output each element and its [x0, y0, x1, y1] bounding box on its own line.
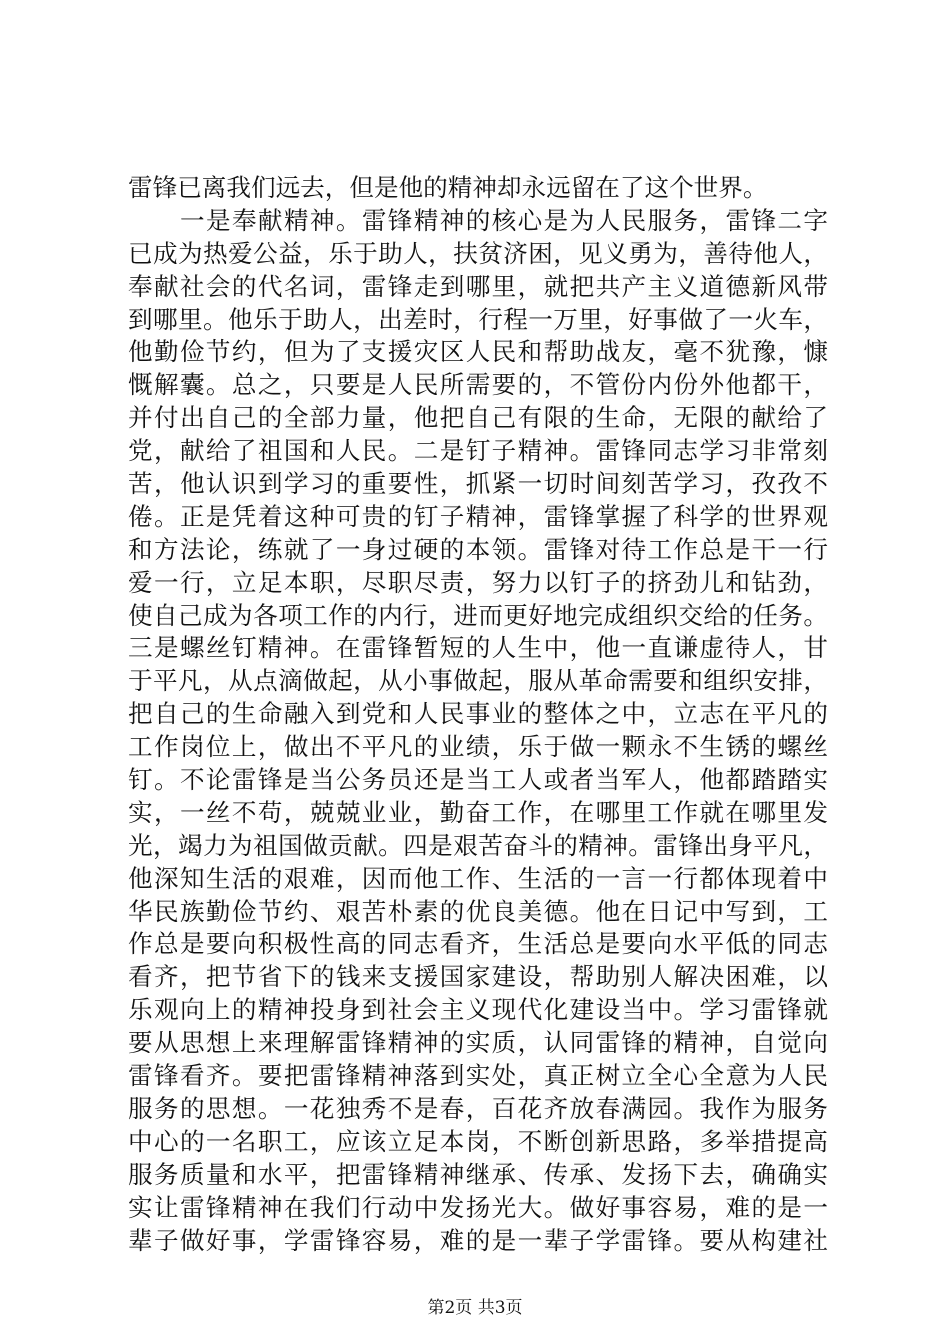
text-line: 辈子做好事，学雷锋容易，难的是一辈子学雷锋。要从构建社: [128, 1225, 828, 1255]
text-line: 倦。正是凭着这种可贵的钉子精神，雷锋掌握了科学的世界观: [128, 501, 828, 531]
text-line: 工作岗位上，做出不平凡的业绩，乐于做一颗永不生锈的螺丝: [128, 732, 828, 762]
text-line: 慨解囊。总之，只要是人民所需要的，不管份内份外他都干，: [128, 370, 828, 400]
text-line: 和方法论，练就了一身过硬的本领。雷锋对待工作总是干一行: [128, 534, 828, 564]
text-line: 爱一行，立足本职，尽职尽责，努力以钉子的挤劲儿和钻劲，: [128, 567, 828, 597]
text-line: 服务的思想。一花独秀不是春，百花齐放春满园。我作为服务: [128, 1093, 828, 1123]
text-line: 乐观向上的精神投身到社会主义现代化建设当中。学习雷锋就: [128, 995, 828, 1025]
paragraph-first-line: 一是奉献精神。雷锋精神的核心是为人民服务，雷锋二字: [180, 205, 828, 235]
text-line: 实，一丝不苟，兢兢业业，勤奋工作，在哪里工作就在哪里发: [128, 797, 828, 827]
text-line: 作总是要向积极性高的同志看齐，生活总是要向水平低的同志: [128, 929, 828, 959]
text-line: 雷锋看齐。要把雷锋精神落到实处，真正树立全心全意为人民: [128, 1061, 828, 1091]
text-line: 华民族勤俭节约、艰苦朴素的优良美德。他在日记中写到，工: [128, 896, 828, 926]
text-line: 看齐，把节省下的钱来支援国家建设，帮助别人解决困难，以: [128, 962, 828, 992]
text-line: 把自己的生命融入到党和人民事业的整体之中，立志在平凡的: [128, 699, 828, 729]
text-line: 苦，他认识到学习的重要性，抓紧一切时间刻苦学习，孜孜不: [128, 469, 828, 499]
text-line: 三是螺丝钉精神。在雷锋暂短的人生中，他一直谦虚待人，甘: [128, 633, 828, 663]
body-text: [128, 172, 828, 1257]
text-line: 实让雷锋精神在我们行动中发扬光大。做好事容易，难的是一: [128, 1192, 828, 1222]
page-number-footer: 第2页 共3页: [427, 1298, 523, 1318]
text-line: 服务质量和水平，把雷锋精神继承、传承、发扬下去，确确实: [128, 1159, 828, 1189]
text-line: 到哪里。他乐于助人，出差时，行程一万里，好事做了一火车，: [128, 304, 828, 334]
text-line: 于平凡，从点滴做起，从小事做起，服从革命需要和组织安排，: [128, 666, 828, 696]
text-line: 他深知生活的艰难，因而他工作、生活的一言一行都体现着中: [128, 863, 828, 893]
text-line: 钉。不论雷锋是当公务员还是当工人或者当军人，他都踏踏实: [128, 765, 828, 795]
text-line: 已成为热爱公益，乐于助人，扶贫济困，见义勇为，善待他人，: [128, 238, 828, 268]
text-line: 使自己成为各项工作的内行，进而更好地完成组织交给的任务。: [128, 600, 828, 630]
text-line: 要从思想上来理解雷锋精神的实质，认同雷锋的精神，自觉向: [128, 1028, 828, 1058]
text-line: 光，竭力为祖国做贡献。四是艰苦奋斗的精神。雷锋出身平凡，: [128, 830, 828, 860]
text-line: 雷锋已离我们远去，但是他的精神却永远留在了这个世界。: [128, 173, 768, 202]
text-line: 中心的一名职工，应该立足本岗，不断创新思路，多举措提高: [128, 1126, 828, 1156]
text-line: 党，献给了祖国和人民。二是钉子精神。雷锋同志学习非常刻: [128, 436, 828, 466]
text-line: 他勤俭节约，但为了支援灾区人民和帮助战友，毫不犹豫，慷: [128, 337, 828, 367]
text-line: 并付出自己的全部力量，他把自己有限的生命，无限的献给了: [128, 403, 828, 433]
text-line: 奉献社会的代名词，雷锋走到哪里，就把共产主义道德新风带: [128, 271, 828, 301]
